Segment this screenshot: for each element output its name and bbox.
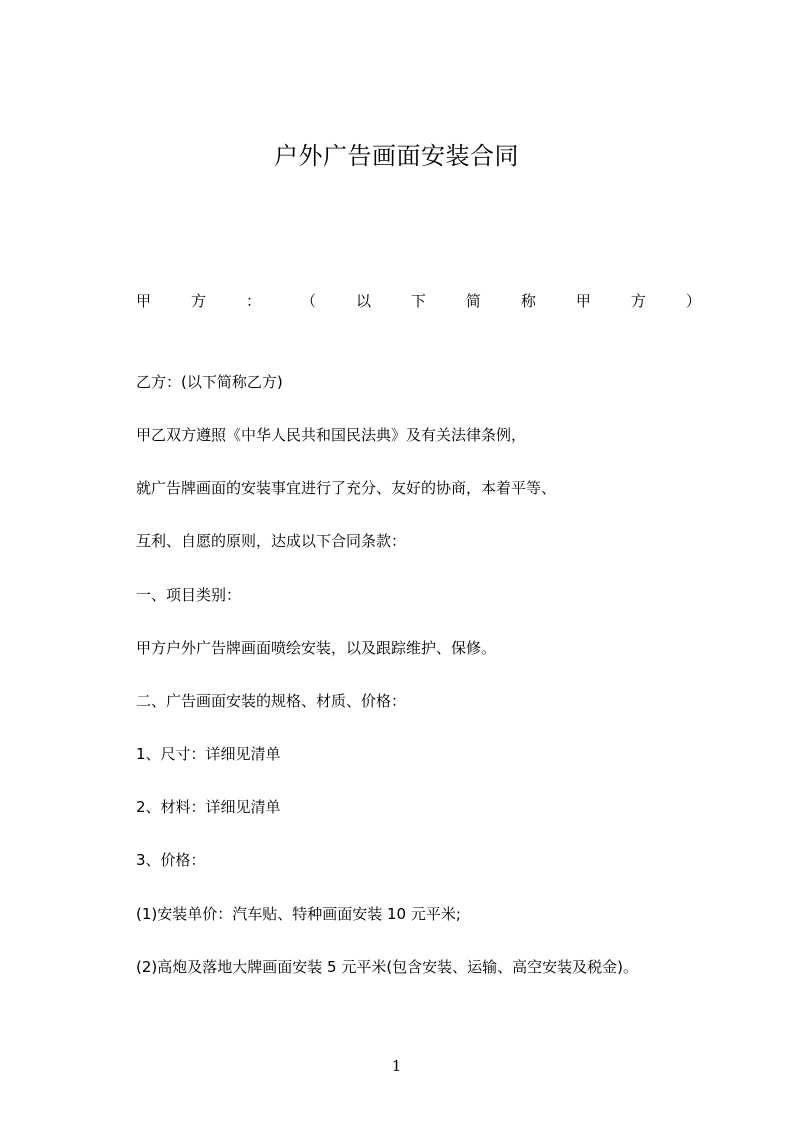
document-title: 户外广告画面安装合同 bbox=[274, 142, 519, 170]
paragraph: 甲方户外广告牌画面喷绘安装，以及跟踪维护、保修。 bbox=[136, 639, 497, 657]
party-a-char: 称 bbox=[520, 292, 536, 310]
list-item: 2、材料：详细见清单 bbox=[136, 798, 281, 816]
party-a-char: （ bbox=[300, 292, 316, 310]
party-a-char: 甲 bbox=[575, 292, 591, 310]
party-a-char: 下 bbox=[410, 292, 426, 310]
party-a-char: 方 bbox=[190, 292, 206, 310]
paragraph: 互利、自愿的原则，达成以下合同条款： bbox=[136, 532, 407, 550]
list-item: 1、尺寸：详细见清单 bbox=[136, 745, 281, 763]
party-a-char: ） bbox=[685, 292, 701, 310]
paragraph: 甲乙双方遵照《中华人民共和国民法典》及有关法律条例， bbox=[136, 426, 527, 444]
page-number: 1 bbox=[391, 1057, 402, 1075]
party-a-char: 方 bbox=[630, 292, 646, 310]
party-a-char: 以 bbox=[355, 292, 371, 310]
party-a-char: 简 bbox=[465, 292, 481, 310]
party-a-line bbox=[136, 290, 701, 312]
section-heading: 二、广告画面安装的规格、材质、价格： bbox=[136, 692, 407, 710]
list-item: 3、价格： bbox=[136, 851, 206, 869]
paragraph: 就广告牌画面的安装事宜进行了充分、友好的协商，本着平等、 bbox=[136, 479, 557, 497]
section-heading: 一、项目类别： bbox=[136, 586, 242, 604]
party-a-char: ： bbox=[245, 292, 261, 310]
party-a-char: 甲 bbox=[136, 292, 152, 310]
party-b-line: 乙方：(以下简称乙方) bbox=[136, 373, 283, 391]
list-item: (1)安装单价：汽车贴、特种画面安装 10 元平米; bbox=[136, 905, 461, 923]
list-item: (2)高炮及落地大牌画面安装 5 元平米(包含安装、运输、高空安装及税金)。 bbox=[136, 958, 639, 976]
